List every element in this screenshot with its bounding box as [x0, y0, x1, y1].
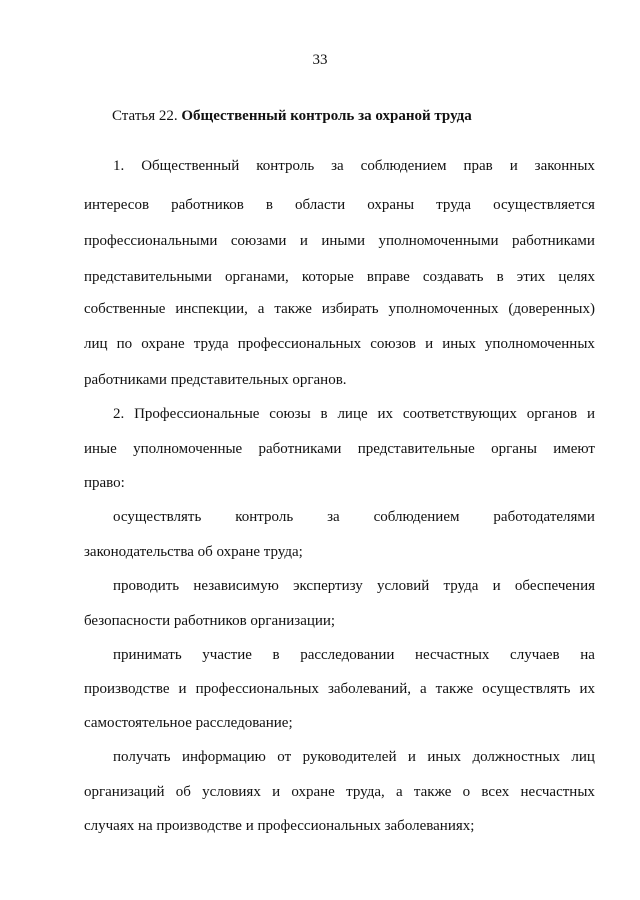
word: органами, [225, 269, 289, 285]
word: всех [481, 784, 510, 800]
word: иными [321, 233, 365, 249]
word: в [265, 197, 274, 213]
word: осуществляется [493, 197, 595, 213]
word: их [579, 681, 595, 697]
word: за [331, 158, 344, 174]
text-line [84, 232, 595, 250]
word: 1. [113, 158, 125, 174]
text-line [84, 268, 595, 286]
word: и [492, 578, 501, 594]
word: а [257, 301, 265, 317]
text-line [113, 748, 595, 766]
text-line: право: [84, 475, 125, 491]
word: лице [337, 406, 368, 422]
word: работниками [258, 441, 342, 457]
word: участие [202, 647, 252, 663]
word: получать [113, 749, 171, 765]
word: союзы [269, 406, 311, 422]
word: прав [463, 158, 493, 174]
word: условиях [202, 784, 261, 800]
word: охраны [367, 197, 415, 213]
text-line: законодательства об охране труда; [84, 544, 303, 560]
word: этих [516, 269, 546, 285]
word: осуществлять [113, 509, 202, 525]
text-line [113, 405, 595, 423]
word: профессиональных [237, 336, 362, 352]
word: уполномоченных [484, 336, 595, 352]
text-line [84, 680, 595, 698]
word: на [580, 647, 595, 663]
word: и [425, 336, 434, 352]
word: иные [84, 441, 117, 457]
word: несчастных [415, 647, 490, 663]
article-heading [112, 108, 472, 125]
word: иных [427, 749, 462, 765]
word: несчастных [520, 784, 595, 800]
word: союзами [230, 233, 287, 249]
word: избирать [321, 301, 379, 317]
word: должностных [472, 749, 560, 765]
word: 2. [113, 406, 125, 422]
text-line [113, 646, 595, 664]
word: органов [526, 406, 578, 422]
word: условий [377, 578, 430, 594]
word: соблюдением [373, 509, 460, 525]
word: работодателями [493, 509, 595, 525]
text-line [113, 157, 595, 175]
word: труда, [346, 784, 385, 800]
word: и [509, 158, 518, 174]
word: информацию [181, 749, 266, 765]
word: лиц [84, 336, 108, 352]
word: работников [171, 197, 244, 213]
word: законных [534, 158, 595, 174]
word: их [377, 406, 394, 422]
text-line [113, 577, 595, 595]
word: охране [141, 336, 185, 352]
word: независимую [193, 578, 279, 594]
word: союзов [370, 336, 417, 352]
word: по [116, 336, 133, 352]
word: а [419, 681, 427, 697]
word: труда [443, 578, 479, 594]
word: собственные [84, 301, 166, 317]
word: соблюдением [360, 158, 447, 174]
word: (доверенных) [508, 301, 595, 317]
word: о [462, 784, 471, 800]
word: иных [442, 336, 476, 352]
word: в [272, 647, 280, 663]
word: представительные [357, 441, 475, 457]
word: лиц [571, 749, 595, 765]
word: об [175, 784, 191, 800]
word: и [178, 681, 187, 697]
text-line: работниками представительных органов. [84, 372, 347, 388]
page-number: 33 [312, 52, 328, 68]
text-line [84, 440, 595, 458]
word: а [395, 784, 403, 800]
word: уполномоченных [388, 301, 499, 317]
article-prefix: Статья 22. [112, 108, 178, 124]
word: в [496, 269, 504, 285]
text-line [84, 335, 595, 353]
word: которые [301, 269, 354, 285]
word: контроль [256, 158, 315, 174]
word: от [277, 749, 292, 765]
word: за [327, 509, 340, 525]
word: также [435, 681, 474, 697]
word: осуществлять [482, 681, 571, 697]
word: контроль [235, 509, 294, 525]
word: также [274, 301, 312, 317]
word: соответствующих [402, 406, 517, 422]
word: имеют [553, 441, 595, 457]
word: труда [436, 197, 472, 213]
word: органы [491, 441, 537, 457]
word: создавать [422, 269, 484, 285]
word: и [407, 749, 416, 765]
word: профессиональными [84, 233, 218, 249]
text-line [84, 196, 595, 214]
word: профессиональных [195, 681, 319, 697]
word: принимать [113, 647, 182, 663]
word: расследовании [300, 647, 395, 663]
word: экспертизу [293, 578, 363, 594]
word: уполномоченными [378, 233, 499, 249]
article-title: Общественный контроль за охраной труда [181, 108, 472, 124]
word: охране [291, 784, 335, 800]
word: производстве [84, 681, 170, 697]
word: интересов [84, 197, 150, 213]
text-line: безопасности работников организации; [84, 613, 336, 629]
text-line [84, 300, 595, 318]
word: работниками [511, 233, 595, 249]
word: обеспечения [514, 578, 595, 594]
word: случаев [510, 647, 560, 663]
word: и [272, 784, 281, 800]
text-line [84, 783, 595, 801]
word: труда [193, 336, 229, 352]
word: также [413, 784, 452, 800]
word: проводить [113, 578, 180, 594]
word: и [586, 406, 595, 422]
word: в [320, 406, 328, 422]
word: целях [558, 269, 595, 285]
text-line [113, 508, 595, 526]
word: инспекции, [175, 301, 248, 317]
text-line: самостоятельное расследование; [84, 715, 293, 731]
word: вправе [366, 269, 410, 285]
text-line: случаях на производстве и профессиональных заболеваниях; [84, 818, 475, 834]
word: уполномоченные [133, 441, 243, 457]
word: представительными [84, 269, 212, 285]
word: области [295, 197, 346, 213]
word: и [299, 233, 308, 249]
word: Общественный [141, 158, 240, 174]
word: Профессиональные [134, 406, 260, 422]
word: организаций [84, 784, 165, 800]
word: заболеваний, [327, 681, 411, 697]
word: руководителей [302, 749, 397, 765]
